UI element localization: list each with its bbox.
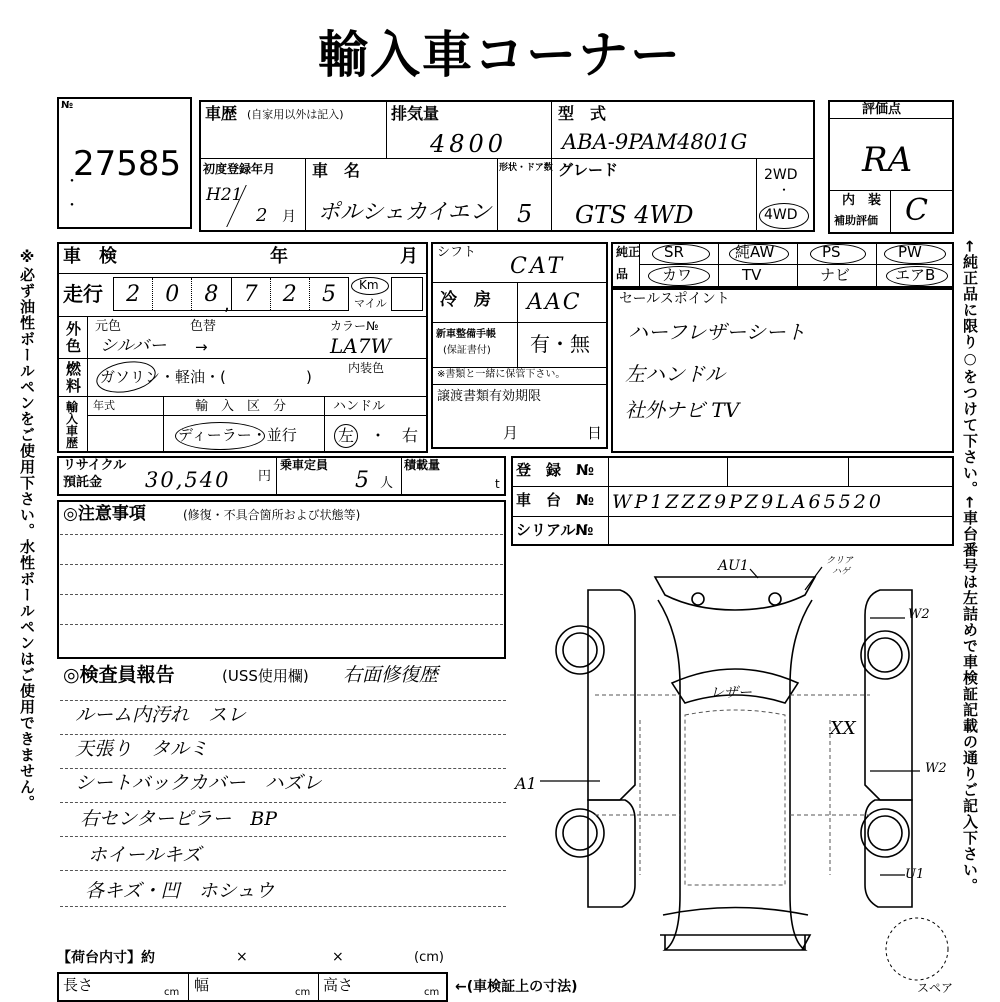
registration-label: 登 録 № (516, 461, 595, 479)
first-reg-month: 2 (256, 205, 268, 226)
handle-value: 左 ・ 右 (338, 426, 419, 445)
mileage-digits (113, 277, 349, 311)
lot-number-label: № (61, 100, 74, 111)
cargo-label: 【荷台内寸】約 (57, 950, 155, 966)
sales-point-line: ハーフレザーシート (628, 320, 806, 344)
displacement-label: 排気量 (391, 104, 440, 123)
mileage-extra-box (391, 277, 423, 311)
displacement-value: 4800 (430, 130, 508, 158)
equip-circle (729, 244, 789, 264)
lot-dot: ・ (65, 174, 79, 190)
capacity-unit: 人 (380, 476, 394, 491)
inspector-header-note: 右面修復歴 (343, 664, 439, 686)
diagram-w2-bottom: W2 (925, 761, 947, 776)
model-value: ABA-9PAM4801G (562, 130, 748, 154)
equip-pw: PW (898, 243, 922, 261)
history-note: (自家用以外は記入) (247, 108, 344, 121)
equip-aw: 純AW (735, 243, 775, 261)
interior-color-label: 内装色 (348, 361, 385, 375)
rating-label: 評価点 (862, 102, 902, 117)
car-name-label: 車 名 (312, 161, 361, 180)
fuel-side-2: 料 (66, 377, 82, 395)
transfer-day: 日 (587, 424, 603, 442)
diagram-a1: A1 (515, 774, 537, 793)
mileage-digit: 0 (153, 278, 192, 310)
drive-4wd: 4WD (764, 207, 798, 223)
interior-label-2: 補助評価 (834, 214, 878, 227)
inspector-sub: (USS使用欄) (222, 667, 309, 685)
equip-airbag: エアB (895, 266, 936, 284)
first-reg-era: H21 (206, 185, 243, 205)
equip-navi: ナビ (820, 266, 851, 284)
cargo-width-unit: cm (295, 987, 311, 998)
serial-label: シリアル№ (516, 521, 594, 539)
equip-tv: TV (742, 266, 762, 284)
mileage-digit: 2 (271, 278, 310, 310)
doors-label: 形状・ドア数 (499, 163, 553, 173)
load-label: 積載量 (404, 458, 441, 472)
equip-sr: SR (664, 243, 684, 261)
mileage-digit: 8 (192, 278, 231, 310)
inspector-line: 天張り タルミ (75, 738, 209, 760)
mileage-separator: , (224, 294, 230, 315)
import-side-1: 輸 (66, 400, 79, 414)
diagram-spare: スペア (917, 981, 954, 995)
mileage-digit: 2 (114, 278, 153, 310)
equip-circle (886, 266, 948, 286)
cargo-x2: × (332, 949, 344, 965)
inspector-line: 各キズ・凹 ホシュウ (85, 880, 275, 902)
diagram-hage: ハゲ (832, 567, 851, 577)
cargo-width-label: 幅 (194, 976, 210, 994)
import-class-value: ディーラー・並行 (178, 426, 297, 444)
inspector-line: ホイールキズ (88, 844, 202, 866)
mileage-digit: 5 (321, 282, 336, 307)
fuel-close: ) (306, 368, 312, 386)
import-side-3: 車 (66, 424, 79, 438)
fuel-side-1: 燃 (66, 360, 82, 378)
cargo-x1: × (236, 949, 248, 965)
model-label: 型 式 (558, 104, 607, 123)
equip-leather: カワ (662, 266, 693, 284)
sales-point-line: 左ハンドル (625, 362, 725, 386)
car-diagram (540, 555, 960, 1000)
chassis-value: WP1ZZZ9PZ9LA65520 (612, 491, 884, 513)
inspector-line: 右センターピラー BP (80, 808, 277, 830)
import-side-2: 入 (66, 412, 79, 426)
ac-value: AAC (527, 290, 582, 315)
rating-value: RA (862, 140, 913, 180)
recycle-label-2: 預託金 (63, 475, 103, 490)
diagram-u1: U1 (905, 867, 925, 882)
mileage-unit-km: Km (359, 278, 379, 292)
cargo-length-label: 長さ (63, 976, 94, 994)
import-year-label: 年式 (93, 399, 115, 412)
equipment-side-1: 純正 (616, 245, 641, 259)
import-side-4: 歴 (66, 436, 79, 450)
mileage-unit-mile: マイル (354, 297, 387, 310)
shift-label: シフト (437, 245, 477, 260)
cargo-row (57, 972, 448, 1002)
left-margin-note: ※必ず油性ボールペンをご使用下さい。水性ボールペンはご使用できません。 (18, 248, 36, 811)
sales-point-line: 社外ナビ TV (625, 398, 740, 422)
color-side-1: 外 (66, 320, 82, 338)
interior-value: C (905, 193, 928, 228)
shift-value: CAT (510, 254, 566, 279)
first-reg-month-unit: 月 (282, 209, 296, 225)
grade-label: グレード (558, 161, 619, 179)
diagram-au1: AU1 (718, 558, 749, 574)
right-margin-note-1: ←純正品に限り○をつけて下さい。 (961, 240, 979, 497)
load-unit: t (495, 477, 500, 491)
inspection-month-unit: 月 (400, 246, 418, 267)
equip-circle (884, 244, 946, 264)
chassis-label: 車 台 № (516, 491, 595, 509)
lot-number-box (57, 97, 192, 229)
cargo-height-label: 高さ (323, 976, 354, 994)
color-side-2: 色 (66, 337, 82, 355)
diagram-seat: レザー (710, 685, 752, 701)
color-code-value: LA7W (330, 334, 392, 358)
equip-circle (648, 266, 710, 286)
inspector-line: シートバックカバー ハズレ (75, 772, 322, 794)
right-margin-note-2: ←車台番号は左詰めで車検証記載の通りご記入下さい。 (961, 496, 979, 894)
color-original-label: 元色 (95, 319, 122, 334)
import-class-label: 輸 入 区 分 (195, 399, 287, 414)
dealer-circle (175, 422, 265, 450)
diagram-clear: クリア (826, 556, 854, 566)
ac-label: 冷 房 (440, 290, 491, 310)
color-change-label: 色替 (190, 319, 217, 334)
color-arrow: → (195, 338, 208, 356)
transfer-label: 譲渡書類有効期限 (437, 389, 542, 404)
car-name-value: ポルシェカイエン (318, 200, 492, 225)
maintenance-label-1: 新車整備手帳 (436, 329, 496, 340)
cargo-length-unit: cm (164, 987, 180, 998)
inspector-label: ◎検査員報告 (63, 664, 175, 686)
recycle-unit: 円 (258, 469, 272, 484)
recycle-label-1: リサイクル (63, 458, 127, 473)
grade-value: GTS 4WD (575, 201, 694, 229)
mileage-digit: 7 (232, 278, 271, 310)
page-title: 輸入車コーナー (318, 26, 682, 84)
diagram-xx: XX (830, 718, 856, 739)
recycle-value: 30,540 (145, 468, 231, 492)
lot-dot: ・ (65, 198, 79, 214)
notes-sub: (修復・不具合箇所および状態等) (183, 508, 361, 522)
lot-number: 27585 (73, 144, 182, 184)
equipment-side-2: 品 (616, 267, 629, 281)
mileage-label: 走行 (63, 282, 103, 306)
sales-points-label: セールスポイント (619, 291, 730, 307)
drive-dot: ・ (778, 183, 791, 197)
left-handle-circle (334, 424, 358, 448)
capacity-label: 乗車定員 (280, 458, 329, 472)
inspection-label: 車 検 (63, 246, 117, 267)
equip-circle (652, 244, 710, 264)
history-label: 車歴 (205, 104, 238, 123)
cargo-height-unit: cm (424, 987, 440, 998)
transfer-month: 月 (503, 424, 519, 442)
maintenance-label-2: (保証書付) (443, 345, 491, 356)
drive-2wd: 2WD (764, 167, 798, 183)
inspector-line: ルーム内汚れ スレ (75, 704, 247, 726)
inspection-year-unit: 年 (270, 246, 288, 267)
diagram-w2-top: W2 (908, 607, 930, 622)
maintenance-note: ※書類と一緒に保管下さい。 (437, 369, 566, 380)
equip-circle (810, 244, 866, 264)
notes-label: ◎注意事項 (63, 504, 146, 524)
color-code-label: カラー№ (330, 319, 379, 333)
doors-value: 5 (517, 200, 533, 228)
handle-label: ハンドル (333, 399, 386, 414)
color-value: シルバー (100, 336, 167, 356)
cargo-note: ←(車検証上の寸法) (455, 979, 578, 995)
cargo-unit: (cm) (414, 950, 444, 965)
equip-ps: PS (822, 243, 841, 261)
interior-label-1: 内 装 (842, 193, 882, 208)
fuel-options: ガソリン・軽油・( (100, 368, 226, 386)
maintenance-value: 有・無 (530, 332, 590, 356)
first-reg-label: 初度登録年月 (203, 162, 276, 176)
capacity-value: 5 (355, 468, 369, 493)
